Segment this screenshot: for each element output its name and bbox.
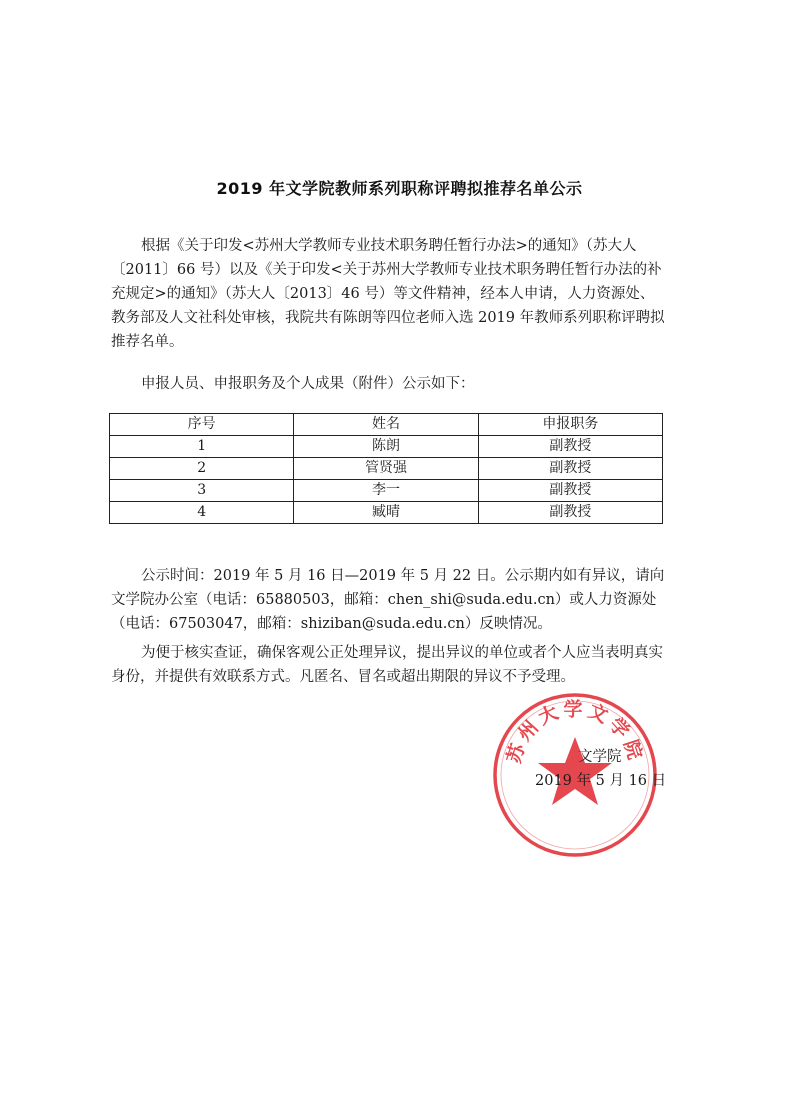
cell-name: 李一 <box>294 480 478 502</box>
seal-text: 苏州大学文学院 <box>502 698 648 766</box>
signer-name: 文学院 <box>578 749 622 765</box>
cell-position: 副教授 <box>478 480 662 502</box>
cell-name: 管贤强 <box>294 458 478 480</box>
cell-index: 1 <box>110 436 294 458</box>
cell-index: 3 <box>110 480 294 502</box>
table-header-row <box>110 414 663 436</box>
cell-index: 4 <box>110 502 294 524</box>
nominee-table <box>109 413 663 524</box>
cell-position: 副教授 <box>478 502 662 524</box>
table-row <box>110 502 663 524</box>
paragraph-objection-rules: 为便于核实查证，确保客观公正处理异议，提出异议的单位或者个人应当表明真实身份，并提供有效联系方式。凡匿名、冒名或超出期限的异议不予受理。 <box>111 645 663 685</box>
cell-position: 副教授 <box>478 436 662 458</box>
paragraph-basis: 根据《关于印发<苏州大学教师专业技术职务聘任暂行办法>的通知》（苏大人〔2011〕66 号）以及《关于印发<关于苏州大学教师专业技术职务聘任暂行办法的补充规定>的通知》（苏大人〔2013〕46 号）等文件精神，经本人申请，人力资源处、教务部及人文社科处审核，我院共有陈朗等四位老师入选 2019 年教师系列职称评聘拟推荐名单。 <box>111 238 665 350</box>
sign-date: 2019 年 5 月 16 日 <box>535 773 667 789</box>
table-row <box>110 436 663 458</box>
table-row <box>110 458 663 480</box>
document-title: 2019 年文学院教师系列职称评聘拟推荐名单公示 <box>216 179 583 198</box>
header-position: 申报职务 <box>478 414 662 436</box>
paragraph-intro: 申报人员、申报职务及个人成果（附件）公示如下： <box>141 376 475 392</box>
cell-position: 副教授 <box>478 458 662 480</box>
cell-name: 臧晴 <box>294 502 478 524</box>
cell-index: 2 <box>110 458 294 480</box>
header-name: 姓名 <box>294 414 478 436</box>
paragraph-period-contact: 公示时间：2019 年 5 月 16 日—2019 年 5 月 22 日。公示期内如有异议，请向文学院办公室（电话：65880503，邮箱：chen_shi@suda.edu.cn）或人力资源处（电话：67503047，邮箱：shiziban@suda.edu.cn）反映情况。 <box>111 568 665 632</box>
header-index: 序号 <box>110 414 294 436</box>
cell-name: 陈朗 <box>294 436 478 458</box>
table-row <box>110 480 663 502</box>
